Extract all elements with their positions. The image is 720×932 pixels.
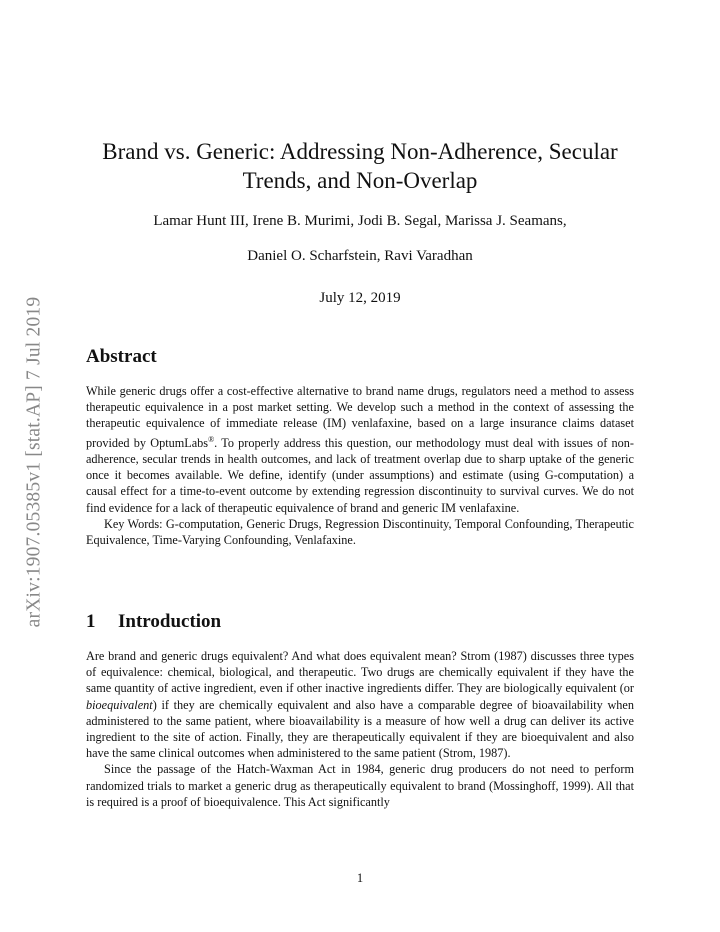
author-list <box>86 211 634 266</box>
intro-p1-italic-term: bioequivalent <box>86 697 153 712</box>
intro-p1-text-b: ) if they are chemically equivalent and also have a comparable degree of bioavailability when administered to the same patient, where bioavailability is a measure of how well a drug can deliver its active ingredient to the site of action. Finally, they are therapeutically equivalent if they are bioequivalent and also have the same clinical outcomes when administered to the same patient (Strom, 1987). <box>86 697 634 761</box>
keywords-paragraph: Key Words: G-computation, Generic Drugs, Regression Discontinuity, Temporal Confounding, Therapeutic Equivalence, Time-Varying Confounding, Venlafaxine. <box>86 516 634 547</box>
abstract-heading: Abstract <box>86 346 157 367</box>
page-number: 1 <box>356 871 364 885</box>
abstract-paragraph <box>86 383 634 516</box>
abstract-text-part-1: While generic drugs offer a cost-effective alternative to brand name drugs, regulators need a method to assess therapeutic equivalence in a post market setting. We develop such a method in the context of assessing the therapeutic equivalence of immediate release (IM) venlafaxine, based on a large insurance claims dataset provided by OptumLabs <box>86 384 634 450</box>
authors-line-1: Lamar Hunt III, Irene B. Murimi, Jodi B. Segal, Marissa J. Seamans, <box>153 213 567 229</box>
authors-line-2: Daniel O. Scharfstein, Ravi Varadhan <box>247 248 473 264</box>
publication-date: July 12, 2019 <box>319 290 401 306</box>
arxiv-identifier: arXiv:1907.05385v1 [stat.AP] 7 Jul 2019 <box>23 296 44 628</box>
section-heading-introduction <box>86 611 221 633</box>
intro-paragraph-2: Since the passage of the Hatch-Waxman Act in 1984, generic drug producers do not need to perform randomized trials to market a generic drug as therapeutically equivalent to brand (Mossinghoff, 1999). All that is required is a proof of bioequivalence. This Act significantly <box>86 762 634 809</box>
section-number: 1 <box>86 611 96 632</box>
section-title: Introduction <box>118 611 222 632</box>
registered-trademark-mark: ® <box>208 434 215 444</box>
introduction-body <box>86 648 634 810</box>
abstract-body <box>86 383 634 548</box>
abstract-text-part-2: . To properly address this question, our methodology must deal with issues of non-adherence, secular trends in health outcomes, and lack of treatment overlap due to sharp uptake of the generic once it becomes available. We define, identify (under assumptions) and estimate (using G-computation) a causal effect for a time-to-event outcome by extending regression discontinuity to survival curves. We do not find evidence for a lack of therapeutic equivalence of brand and generic IM venlafaxine. <box>86 435 634 515</box>
paper-title: Brand vs. Generic: Addressing Non-Adherence, Secular Trends, and Non-Overlap <box>102 139 618 193</box>
intro-paragraph-1 <box>86 648 634 761</box>
intro-p1-text-a: Are brand and generic drugs equivalent? And what does equivalent mean? Strom (1987) discusses three types of equivalence: chemical, biological, and therapeutic. Two drugs are chemically equivalent if they have the same quantity of active ingredient, even if other inactive ingredients differ. They are biologically equivalent (or <box>86 649 634 696</box>
arxiv-side-stamp <box>14 262 54 662</box>
